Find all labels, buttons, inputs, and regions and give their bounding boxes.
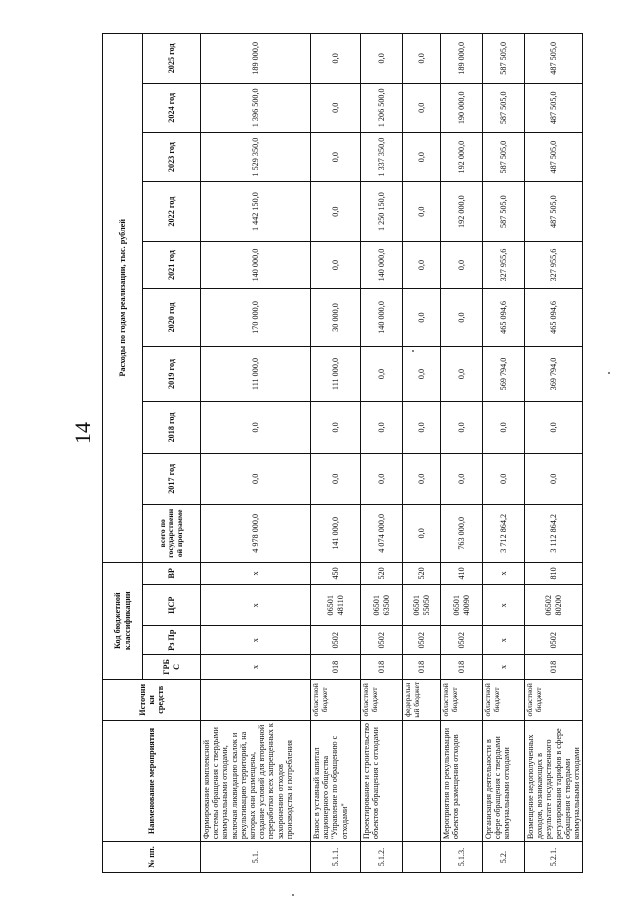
row-name: Проектирование и строительство объектов обращения с отходами	[361, 720, 403, 841]
row-year-value: 0,0	[441, 402, 483, 453]
row-year-value: 1 442 150,0	[201, 182, 311, 242]
row-year-value: 0,0	[361, 453, 403, 504]
row-year-value: 0,0	[403, 346, 441, 402]
row-name: Возмещение недополученных доходов, возникающих в результате государственного регулирования тарифов в сфере обращения с твердыми коммунальными отходами	[525, 720, 583, 841]
row-grbs: х	[483, 655, 525, 680]
row-year-value: 0,0	[311, 83, 361, 132]
row-year-value: 587 505,0	[483, 182, 525, 242]
row-name: Организация деятельности в сфере обращения с твердыми коммунальными отходами	[483, 720, 525, 841]
row-rz-pr: х	[201, 626, 311, 655]
row-vr: х	[483, 562, 525, 585]
row-source: федеральный бюджет	[403, 679, 441, 720]
row-year-value: 0,0	[525, 453, 583, 504]
row-year-value: 140 000,0	[361, 289, 403, 347]
header-year: 2017 год	[143, 453, 201, 504]
table-row	[311, 34, 361, 873]
scan-speck	[412, 350, 414, 352]
row-year-value: 487 505,0	[525, 34, 583, 84]
row-csr: 06501 63500	[361, 585, 403, 626]
row-number: 5.1.	[201, 842, 311, 873]
row-year-value: 327 955,6	[525, 241, 583, 288]
scan-speck	[608, 372, 610, 374]
row-grbs: 018	[311, 655, 361, 680]
header-rz-pr: Рз Пр	[143, 626, 201, 655]
row-year-value: 192 000,0	[441, 132, 483, 181]
row-year-value: 189 000,0	[201, 34, 311, 84]
row-year-value: 1 337 350,0	[361, 132, 403, 181]
row-grbs: 018	[525, 655, 583, 680]
row-rz-pr: 0502	[311, 626, 361, 655]
row-year-value: 327 955,6	[483, 241, 525, 288]
row-grbs: 018	[441, 655, 483, 680]
row-rz-pr: 0502	[441, 626, 483, 655]
row-name: Формирование комплексной системы обращения с твердыми коммунальными отходами, включая ликвидацию свалок и рекультивацию территорий, на которых они размещены, создание условий для вторичной переработки всех запрещенных к захоронению отходов производства и потребления	[201, 720, 311, 841]
row-year-value: 0,0	[361, 34, 403, 84]
row-number: 5.1.1.	[311, 842, 361, 873]
row-name: Мероприятия по рекультивации объектов размещения отходов	[441, 720, 483, 841]
row-source: областной бюджет	[441, 679, 483, 720]
row-csr: 06502 80200	[525, 585, 583, 626]
budget-table	[102, 33, 583, 873]
header-grbs: ГРБС	[143, 655, 201, 680]
row-number: 5.1.3.	[441, 842, 483, 873]
row-year-value: 1 206 500,0	[361, 83, 403, 132]
header-total: всего по государственной программе	[143, 505, 201, 563]
header-code-group: Код бюджетной классификации	[103, 562, 143, 679]
row-vr: 520	[361, 562, 403, 585]
row-number: 5.2.	[483, 842, 525, 873]
table-row	[441, 34, 483, 873]
page-number: 14	[70, 422, 95, 444]
row-year-value: 0,0	[403, 402, 441, 453]
row-year-value: 0,0	[483, 453, 525, 504]
row-year-value: 0,0	[441, 289, 483, 347]
row-grbs: 018	[361, 655, 403, 680]
table-row	[201, 34, 311, 873]
row-year-value: 0,0	[441, 241, 483, 288]
row-year-value: 487 505,0	[525, 83, 583, 132]
row-number	[403, 842, 441, 873]
row-csr: 06501 48110	[311, 585, 361, 626]
row-total: 0,0	[403, 505, 441, 563]
row-source: областной бюджет	[361, 679, 403, 720]
row-rz-pr: 0502	[403, 626, 441, 655]
table-row	[525, 34, 583, 873]
row-year-value: 0,0	[403, 289, 441, 347]
row-source: областной бюджет	[525, 679, 583, 720]
row-number: 5.2.1.	[525, 842, 583, 873]
row-name	[403, 720, 441, 841]
row-year-value: 0,0	[311, 34, 361, 84]
row-year-value: 1 396 500,0	[201, 83, 311, 132]
row-csr: 06501 40090	[441, 585, 483, 626]
header-year: 2025 год	[143, 34, 201, 84]
row-total: 3 712 864,2	[483, 505, 525, 563]
table-row	[361, 34, 403, 873]
row-year-value: 0,0	[361, 402, 403, 453]
row-year-value: 189 000,0	[441, 34, 483, 84]
row-year-value: 0,0	[403, 34, 441, 84]
row-rz-pr: 0502	[361, 626, 403, 655]
row-year-value: 0,0	[311, 132, 361, 181]
header-year: 2021 год	[143, 241, 201, 288]
header-expenses-group: Расходы по годам реализации, тыс. рублей	[103, 34, 143, 563]
header-year: 2020 год	[143, 289, 201, 347]
row-total: 3 112 864,2	[525, 505, 583, 563]
row-total: 763 000,0	[441, 505, 483, 563]
row-year-value: 140 000,0	[361, 241, 403, 288]
row-year-value: 587 505,0	[483, 132, 525, 181]
row-year-value: 0,0	[403, 453, 441, 504]
row-year-value: 1 250 150,0	[361, 182, 403, 242]
row-year-value: 587 505,0	[483, 34, 525, 84]
table-body	[201, 34, 583, 873]
row-year-value: 111 000,0	[311, 346, 361, 402]
row-vr: 450	[311, 562, 361, 585]
row-vr: 410	[441, 562, 483, 585]
row-year-value: 0,0	[525, 402, 583, 453]
header-name: Наименование мероприятия	[103, 720, 201, 841]
row-year-value: 190 000,0	[441, 83, 483, 132]
row-year-value: 0,0	[201, 453, 311, 504]
row-year-value: 369 794,0	[525, 346, 583, 402]
row-year-value: 0,0	[403, 132, 441, 181]
row-year-value: 465 094,6	[483, 289, 525, 347]
header-year: 2022 год	[143, 182, 201, 242]
row-source	[201, 679, 311, 720]
row-year-value: 0,0	[403, 182, 441, 242]
row-year-value: 192 000,0	[441, 182, 483, 242]
row-vr: 810	[525, 562, 583, 585]
row-year-value: 587 505,0	[483, 83, 525, 132]
row-year-value: 111 000,0	[201, 346, 311, 402]
row-csr: х	[483, 585, 525, 626]
row-year-value: 0,0	[311, 402, 361, 453]
row-year-value: 0,0	[311, 241, 361, 288]
row-year-value: 569 794,0	[483, 346, 525, 402]
row-year-value: 140 000,0	[201, 241, 311, 288]
table-row	[483, 34, 525, 873]
row-total: 4 074 000,0	[361, 505, 403, 563]
header-year: 2018 год	[143, 402, 201, 453]
scan-speck	[292, 894, 294, 896]
row-year-value: 0,0	[441, 346, 483, 402]
table-frame	[102, 33, 581, 873]
row-rz-pr: х	[483, 626, 525, 655]
row-year-value: 487 505,0	[525, 182, 583, 242]
header-year: 2023 год	[143, 132, 201, 181]
row-year-value: 0,0	[403, 83, 441, 132]
row-source: областной бюджет	[311, 679, 361, 720]
row-year-value: 0,0	[201, 402, 311, 453]
row-year-value: 30 000,0	[311, 289, 361, 347]
row-year-value: 465 094,6	[525, 289, 583, 347]
row-year-value: 170 000,0	[201, 289, 311, 347]
row-vr: х	[201, 562, 311, 585]
row-year-value: 0,0	[441, 453, 483, 504]
row-year-value: 0,0	[403, 241, 441, 288]
header-csr: ЦСР	[143, 585, 201, 626]
row-total: 4 978 000,0	[201, 505, 311, 563]
header-num: № пп.	[103, 842, 201, 873]
row-vr: 520	[403, 562, 441, 585]
row-year-value: 487 505,0	[525, 132, 583, 181]
table-row	[403, 34, 441, 873]
header-year: 2024 год	[143, 83, 201, 132]
header-year: 2019 год	[143, 346, 201, 402]
row-source: областной бюджет	[483, 679, 525, 720]
row-rz-pr: 0502	[525, 626, 583, 655]
row-year-value: 0,0	[311, 453, 361, 504]
row-number: 5.1.2.	[361, 842, 403, 873]
row-year-value: 0,0	[311, 182, 361, 242]
row-year-value: 1 529 350,0	[201, 132, 311, 181]
row-grbs: х	[201, 655, 311, 680]
row-total: 141 000,0	[311, 505, 361, 563]
header-vr: ВР	[143, 562, 201, 585]
header-source: Источники средств	[103, 679, 201, 720]
row-csr: х	[201, 585, 311, 626]
row-grbs: 018	[403, 655, 441, 680]
row-year-value: 0,0	[361, 346, 403, 402]
row-name: Взнос в уставный капитал акционерного общества "Управление по обращению с отходами"	[311, 720, 361, 841]
row-year-value: 0,0	[483, 402, 525, 453]
row-csr: 06501 55050	[403, 585, 441, 626]
